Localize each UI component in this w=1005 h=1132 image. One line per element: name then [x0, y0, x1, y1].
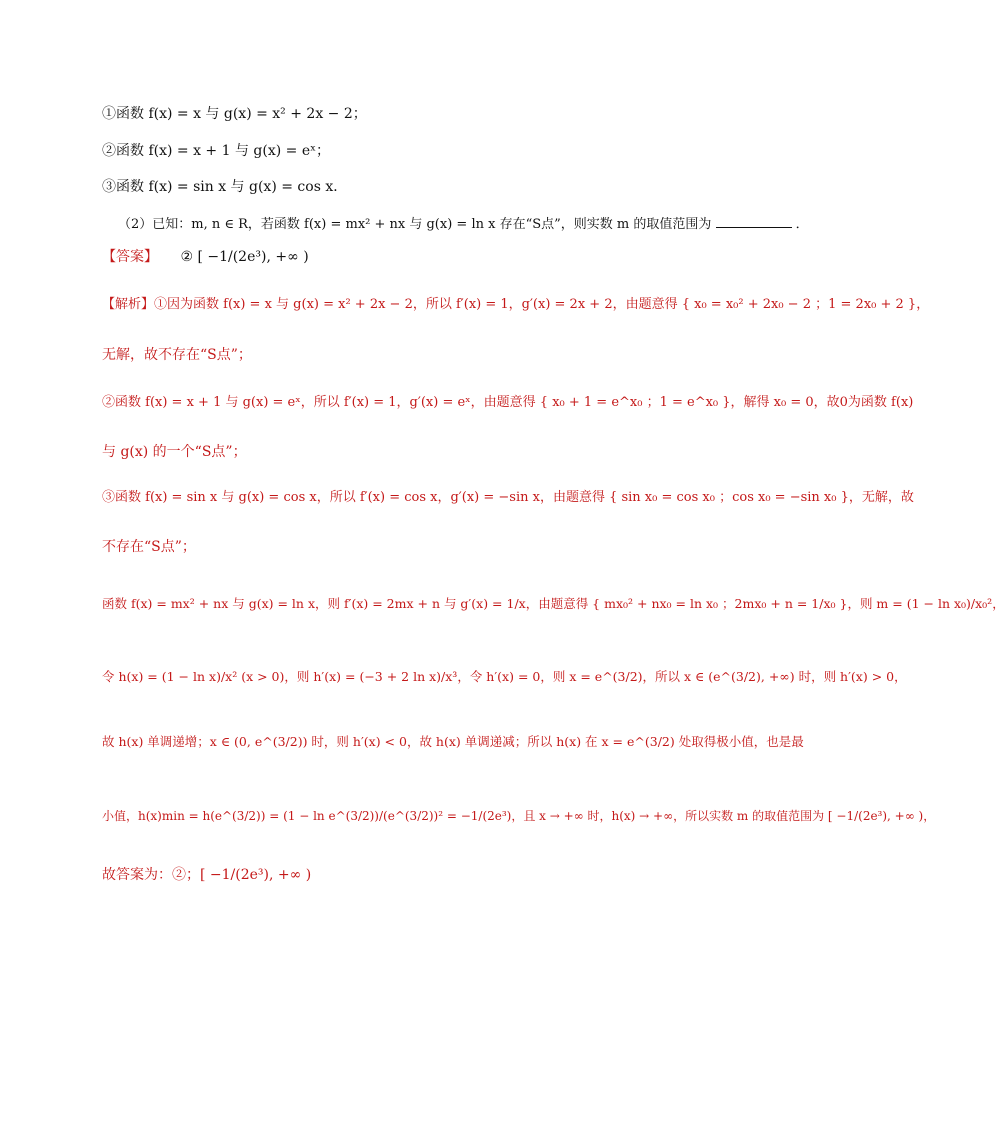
analysis-line-10: 小值，h(x)min = h(e^(3/2)) = (1 − ln e^(3/2))/(e^(3/2))² = −1/(2e³)，且 x → +∞ 时，h(x) → +∞，所以实数 m 的取值范围为 [ −1/(2e³), +∞ )，: [102, 809, 936, 823]
item-3: ③函数 f(x) = sin x 与 g(x) = cos x．: [102, 179, 348, 195]
answer-label: 【答案】: [102, 249, 158, 265]
analysis-line-1: 【解析】①因为函数 f(x) = x 与 g(x) = x² + 2x − 2，所以 f′(x) = 1，g′(x) = 2x + 2，由题意得 { x₀ = x₀² + 2x₀ − 2 ；1 = 2x₀ + 2 }，: [102, 297, 930, 312]
analysis-line-2: 无解，故不存在“S点”；: [102, 347, 252, 363]
answer-blank: [716, 213, 792, 228]
analysis-line-8: 令 h(x) = (1 − ln x)/x² (x > 0)，则 h′(x) = (−3 + 2 ln x)/x³，令 h′(x) = 0，则 x = e^(3/2)，所以 x ∈ (e^(3/2), +∞) 时，则 h′(x) > 0，: [102, 669, 907, 684]
part2-end: ．: [795, 217, 809, 232]
analysis-line-7: 函数 f(x) = mx² + nx 与 g(x) = ln x，则 f′(x) = 2mx + n 与 g′(x) = 1/x，由题意得 { mx₀² + nx₀ = ln x₀ ；2mx₀ + n = 1/x₀ }，则 m = (1 − ln x₀)/x₀²，: [102, 596, 1005, 611]
item-2: ②函数 f(x) = x + 1 与 g(x) = eˣ；: [102, 143, 331, 159]
part2-text: （2）已知：m, n ∈ R，若函数 f(x) = mx² + nx 与 g(x) = ln x 存在“S点”，则实数 m 的取值范围为: [118, 217, 712, 232]
analysis-line-11: 故答案为：②；[ −1/(2e³), +∞ ): [102, 867, 312, 883]
analysis-line-5: ③函数 f(x) = sin x 与 g(x) = cos x，所以 f′(x) = cos x，g′(x) = −sin x，由题意得 { sin x₀ = cos x₀ ；cos x₀ = −sin x₀ }，无解，故: [102, 490, 914, 505]
answer-line: [102, 248, 309, 266]
analysis-line-6: 不存在“S点”；: [102, 539, 196, 555]
part2-question: [118, 213, 809, 234]
item-1: ①函数 f(x) = x 与 g(x) = x² + 2x − 2；: [102, 106, 367, 122]
answer-value: ② [ −1/(2e³), +∞ ): [180, 249, 309, 265]
analysis-line-3: ②函数 f(x) = x + 1 与 g(x) = eˣ，所以 f′(x) = 1，g′(x) = eˣ，由题意得 { x₀ + 1 = e^x₀ ；1 = e^x₀ }，解得 x₀ = 0，故0为函数 f(x): [102, 395, 914, 410]
analysis-line-9: 故 h(x) 单调递增；x ∈ (0, e^(3/2)) 时，则 h′(x) < 0，故 h(x) 单调递减；所以 h(x) 在 x = e^(3/2) 处取得极小值，也是最: [102, 734, 804, 749]
analysis-line-4: 与 g(x) 的一个“S点”；: [102, 444, 247, 460]
